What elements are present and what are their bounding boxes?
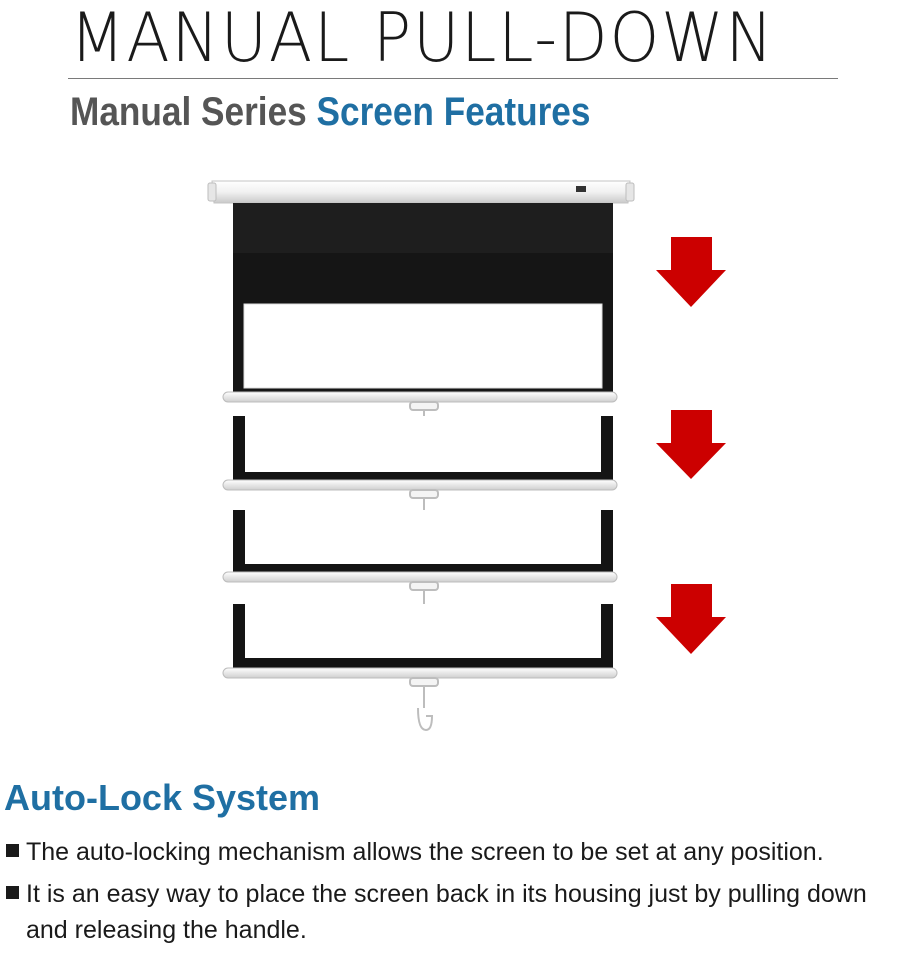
pull-handle xyxy=(410,490,438,544)
subtitle-series: Manual Series xyxy=(70,90,307,134)
pull-handle xyxy=(410,582,438,634)
pull-handle xyxy=(410,402,438,458)
page-subtitle xyxy=(70,88,590,136)
screen-partial-position-2 xyxy=(223,510,617,582)
pull-handle xyxy=(410,678,438,730)
feature-list xyxy=(4,834,900,954)
page-title: MANUAL PULL-DOWN xyxy=(70,0,775,78)
brand-logo-icon xyxy=(576,186,586,192)
square-bullet-icon xyxy=(6,844,19,857)
list-item-text: The auto-locking mechanism allows the screen to be set at any position. xyxy=(26,838,824,866)
title-divider xyxy=(68,78,838,79)
list-item-text: It is an easy way to place the screen back in its housing just by pulling down and releasing the handle. xyxy=(26,880,867,944)
down-arrow-icon xyxy=(656,237,726,307)
screen-housing xyxy=(208,181,634,203)
list-item xyxy=(4,876,900,948)
screen-partial-position-1 xyxy=(223,416,617,490)
subtitle-features: Screen Features xyxy=(316,90,591,134)
square-bullet-icon xyxy=(6,886,19,899)
down-arrow-icon xyxy=(656,410,726,479)
list-item xyxy=(4,834,900,870)
screen-full-position xyxy=(223,203,617,402)
down-arrow-icon xyxy=(656,584,726,654)
feature-heading: Auto-Lock System xyxy=(4,777,321,818)
screen-partial-position-3 xyxy=(223,604,617,678)
